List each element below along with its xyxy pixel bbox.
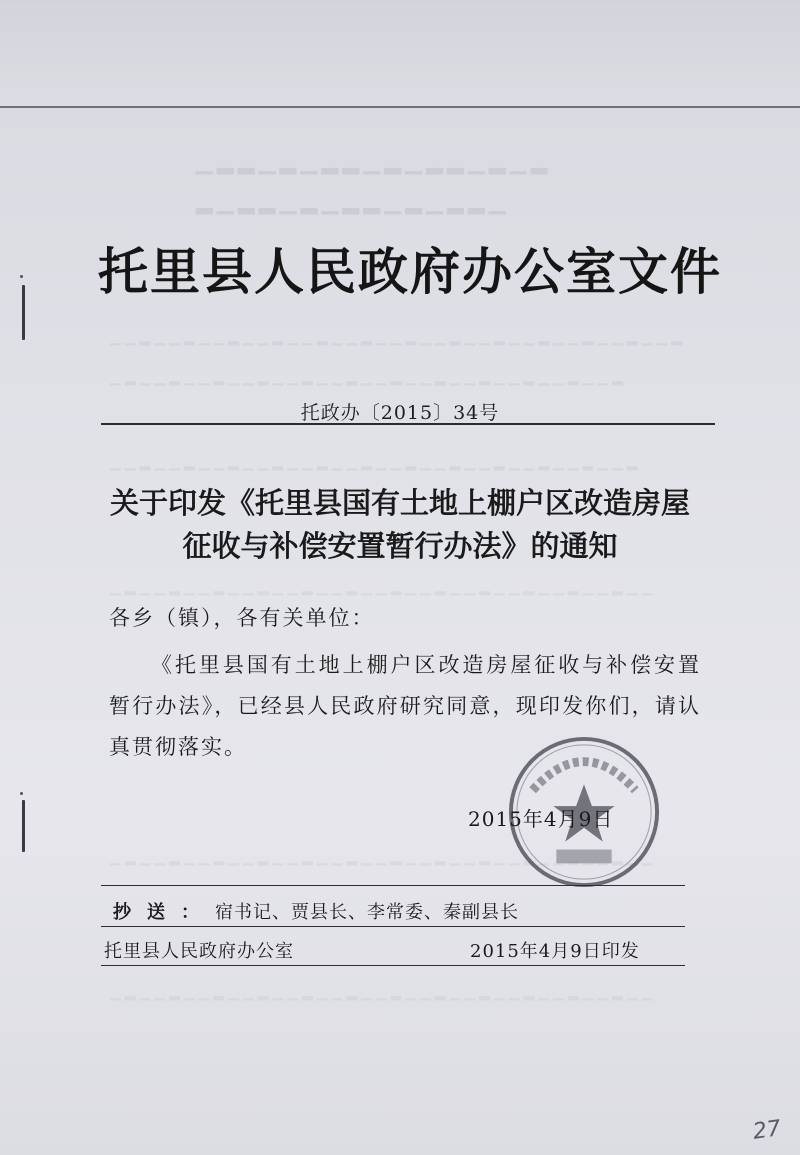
cc-recipients: 宿书记、贾县长、李常委、秦副县长 xyxy=(215,902,519,923)
notice-title-line-2: 征收与补偿安置暂行办法》的通知 xyxy=(182,529,618,563)
footer-rule-bottom xyxy=(101,965,685,966)
cc-label: 抄送： xyxy=(113,902,215,923)
signature-date: 2015年4月9日 xyxy=(468,807,614,831)
show-through-text: ▁▁▂▁▁▂▁▁▂▁▁▂▁▁▂▁▁▂▁▁▂▁▁▂▁▁▂▁▁▂▁▁▂▁▁▂ xyxy=(110,455,642,471)
issuing-office: 托里县人民政府办公室 xyxy=(104,941,294,962)
footer-rule-top xyxy=(101,885,685,886)
show-through-text: ▁▂▁▁▂▁▁▂▁▁▂▁▁▂▁▁▂▁▁▂▁▁▂▁▁▂▁▁▂▁▁▂▁▁▂▁▁ xyxy=(110,850,657,866)
document-number: 托政办〔2015〕34号 xyxy=(300,402,500,424)
cc-line xyxy=(113,898,519,924)
show-through-text: ▁▂▁▁▂▁▁▂▁▁▂▁▁▂▁▁▂▁▁▂▁▁▂▁▁▂▁▁▂▁▁▂▁▁▂▁▁ xyxy=(110,580,657,596)
body-paragraph: 《托里县国有土地上棚户区改造房屋征收与补偿安置暂行办法》，已经县人民政府研究同意，现印发你们，请认真贯彻落实。 xyxy=(109,653,701,759)
binding-dot xyxy=(20,792,23,795)
show-through-text: ▁▂▂▁▂▁▂▂▁▂▁▂▂▁▂▁▂ xyxy=(196,150,552,175)
header-separator-line xyxy=(101,423,715,425)
show-through-text: ▂▁▂▂▁▂▁▂▂▁▂▁▂▂▁ xyxy=(196,190,510,215)
binding-mark xyxy=(22,800,25,852)
show-through-text: ▁▂▁▁▂▁▁▂▁▁▂▁▁▂▁▁▂▁▁▂▁▁▂▁▁▂▁▁▂▁▁▂▁▁▂▁▁ xyxy=(110,985,657,1001)
footer-rule-middle xyxy=(101,926,685,927)
issue-date: 2015年4月9日印发 xyxy=(470,941,640,962)
paper-fold-strip xyxy=(0,0,800,108)
addressee: 各乡（镇），各有关单位： xyxy=(109,606,375,630)
notice-title xyxy=(80,482,720,568)
show-through-text: ▁▂▁▁▂▁▁▂▁▁▂▁▁▂▁▁▂▁▁▂▁▁▂▁▁▂▁▁▂▁▁▂▁▁▂ xyxy=(110,370,627,386)
show-through-text: ▁▁▂▁▁▂▁▁▂▁▁▂▁▁▂▁▁▂▁▁▂▁▁▂▁▁▂▁▁▂▁▁▂▁▁▂▁▁▂ xyxy=(110,330,686,346)
binding-mark xyxy=(22,285,25,340)
binding-dot xyxy=(20,275,23,278)
handwritten-page-number: 27 xyxy=(751,1116,783,1145)
document-header-title: 托里县人民政府办公室文件 xyxy=(98,242,722,301)
notice-title-line-1: 关于印发《托里县国有土地上棚户区改造房屋 xyxy=(109,486,690,520)
